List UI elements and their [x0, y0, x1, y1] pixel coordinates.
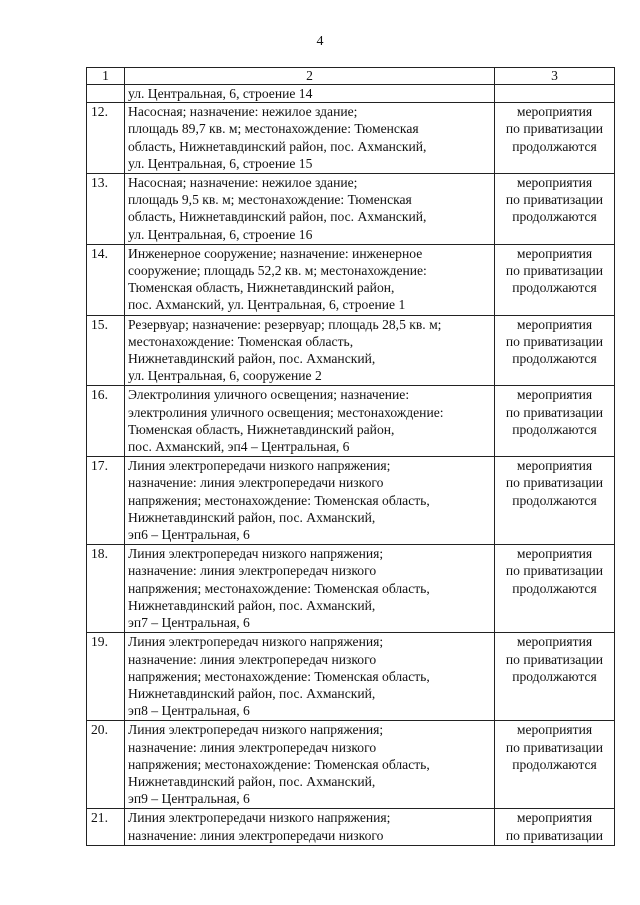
- header-cell-2: 2: [125, 68, 495, 85]
- description-line: пос. Ахманский, эп4 – Центральная, 6: [128, 439, 350, 455]
- description-line: эп9 – Центральная, 6: [128, 791, 250, 807]
- row-number: 17.: [87, 457, 125, 545]
- row-number: 12.: [87, 103, 125, 174]
- status-line: мероприятия: [516, 175, 593, 191]
- description-line: Насосная; назначение: нежилое здание;: [128, 175, 358, 191]
- status-line: мероприятия: [516, 458, 593, 474]
- status-line: мероприятия: [516, 316, 593, 332]
- row-status: [495, 545, 615, 633]
- description-line: электролиния уличного освещения; местонахождение:: [128, 404, 444, 420]
- description-line: напряжения; местонахождение: Тюменская область,: [128, 492, 430, 508]
- description-line: Нижнетавдинский район, пос. Ахманский,: [128, 773, 376, 789]
- row-description: [125, 386, 495, 457]
- table-row: [87, 721, 615, 809]
- status-line: продолжаются: [512, 351, 597, 367]
- row-status: [495, 174, 615, 245]
- description-line: Линия электропередач низкого напряжения;: [128, 722, 384, 738]
- row-description: [125, 244, 495, 315]
- status-line: по приватизации: [505, 192, 604, 208]
- description-line: ул. Центральная, 6, строение 14: [128, 86, 313, 101]
- description-line: площадь 9,5 кв. м; местонахождение: Тюменская: [128, 192, 412, 208]
- row-number: [87, 85, 125, 103]
- status-line: по приватизации: [505, 404, 604, 420]
- status-line: мероприятия: [516, 546, 593, 562]
- status-line: по приватизации: [505, 121, 604, 137]
- status-line: продолжаются: [512, 580, 597, 596]
- status-line: продолжаются: [512, 209, 597, 225]
- description-line: Нижнетавдинский район, пос. Ахманский,: [128, 597, 376, 613]
- status-line: по приватизации: [505, 739, 604, 755]
- description-line: Тюменская область, Нижнетавдинский район,: [128, 280, 395, 296]
- row-status: [495, 85, 615, 103]
- status-line: мероприятия: [516, 634, 593, 650]
- description-line: Нижнетавдинский район, пос. Ахманский,: [128, 685, 376, 701]
- row-number: 20.: [87, 721, 125, 809]
- description-line: назначение: линия электропередач низкого: [128, 563, 377, 579]
- row-description: [125, 633, 495, 721]
- status-line: продолжаются: [512, 756, 597, 772]
- description-line: эп8 – Центральная, 6: [128, 703, 250, 719]
- row-status: [495, 809, 615, 845]
- description-line: Нижнетавдинский район, пос. Ахманский,: [128, 509, 376, 525]
- description-line: область, Нижнетавдинский район, пос. Ахманский,: [128, 209, 427, 225]
- description-line: сооружение; площадь 52,2 кв. м; местонахождение:: [128, 263, 427, 279]
- description-line: эп7 – Центральная, 6: [128, 615, 250, 631]
- description-line: напряжения; местонахождение: Тюменская область,: [128, 756, 430, 772]
- status-line: по приватизации: [505, 827, 604, 843]
- row-status: [495, 633, 615, 721]
- table-row: [87, 386, 615, 457]
- description-line: местонахождение: Тюменская область,: [128, 333, 354, 349]
- row-description: [125, 103, 495, 174]
- description-line: Инженерное сооружение; назначение: инженерное: [128, 245, 423, 261]
- description-line: Линия электропередачи низкого напряжения;: [128, 458, 391, 474]
- description-line: эп6 – Центральная, 6: [128, 527, 250, 543]
- status-line: по приватизации: [505, 651, 604, 667]
- row-status: [495, 103, 615, 174]
- status-line: продолжаются: [512, 138, 597, 154]
- description-line: ул. Центральная, 6, строение 16: [128, 226, 313, 242]
- status-line: мероприятия: [516, 387, 593, 403]
- table-row: [87, 545, 615, 633]
- description-line: ул. Центральная, 6, сооружение 2: [128, 368, 322, 384]
- row-status: [495, 457, 615, 545]
- table-row: [87, 315, 615, 386]
- description-line: Насосная; назначение: нежилое здание;: [128, 104, 358, 120]
- description-line: Линия электропередачи низкого напряжения;: [128, 810, 391, 826]
- description-line: назначение: линия электропередач низкого: [128, 651, 377, 667]
- row-status: [495, 386, 615, 457]
- property-table: [86, 67, 615, 846]
- continued-row: [87, 85, 615, 103]
- row-number: 16.: [87, 386, 125, 457]
- row-number: 15.: [87, 315, 125, 386]
- description-line: область, Нижнетавдинский район, пос. Ахманский,: [128, 138, 427, 154]
- status-line: мероприятия: [516, 245, 593, 261]
- status-line: продолжаются: [512, 421, 597, 437]
- description-line: назначение: линия электропередачи низкого: [128, 827, 384, 843]
- description-line: Электролиния уличного освещения; назначение:: [128, 387, 410, 403]
- header-cell-1: 1: [87, 68, 125, 85]
- table-row: [87, 244, 615, 315]
- status-line: продолжаются: [512, 668, 597, 684]
- description-line: площадь 89,7 кв. м; местонахождение: Тюменская: [128, 121, 419, 137]
- status-line: мероприятия: [516, 104, 593, 120]
- row-description: [125, 315, 495, 386]
- status-line: по приватизации: [505, 563, 604, 579]
- description-line: ул. Центральная, 6, строение 15: [128, 155, 313, 171]
- row-description: [125, 457, 495, 545]
- description-line: напряжения; местонахождение: Тюменская область,: [128, 580, 430, 596]
- table-row: [87, 633, 615, 721]
- row-number: 13.: [87, 174, 125, 245]
- status-line: продолжаются: [512, 492, 597, 508]
- description-line: Линия электропередач низкого напряжения;: [128, 546, 384, 562]
- description-line: Резервуар; назначение: резервуар; площадь 28,5 кв. м;: [128, 316, 442, 332]
- row-status: [495, 315, 615, 386]
- table-header-row: [87, 68, 615, 85]
- description-line: Тюменская область, Нижнетавдинский район,: [128, 421, 395, 437]
- description-line: напряжения; местонахождение: Тюменская область,: [128, 668, 430, 684]
- table-body: [87, 68, 615, 846]
- header-cell-3: 3: [495, 68, 615, 85]
- row-description: [125, 721, 495, 809]
- status-line: мероприятия: [516, 810, 593, 826]
- row-description: [125, 174, 495, 245]
- table-row: [87, 174, 615, 245]
- row-status: [495, 721, 615, 809]
- status-line: мероприятия: [516, 722, 593, 738]
- row-status: [495, 244, 615, 315]
- row-number: 14.: [87, 244, 125, 315]
- description-line: Нижнетавдинский район, пос. Ахманский,: [128, 351, 376, 367]
- status-line: по приватизации: [505, 333, 604, 349]
- table-row: [87, 457, 615, 545]
- description-line: назначение: линия электропередачи низкого: [128, 475, 384, 491]
- row-number: 19.: [87, 633, 125, 721]
- row-description: [125, 85, 495, 103]
- status-line: по приватизации: [505, 263, 604, 279]
- row-number: 18.: [87, 545, 125, 633]
- table-row: [87, 809, 615, 845]
- description-line: назначение: линия электропередач низкого: [128, 739, 377, 755]
- status-line: продолжаются: [512, 280, 597, 296]
- row-description: [125, 809, 495, 845]
- description-line: пос. Ахманский, ул. Центральная, 6, строение 1: [128, 297, 406, 313]
- row-description: [125, 545, 495, 633]
- page-number: 4: [316, 34, 324, 49]
- table-row: [87, 103, 615, 174]
- row-number: 21.: [87, 809, 125, 845]
- status-line: по приватизации: [505, 475, 604, 491]
- description-line: Линия электропередач низкого напряжения;: [128, 634, 384, 650]
